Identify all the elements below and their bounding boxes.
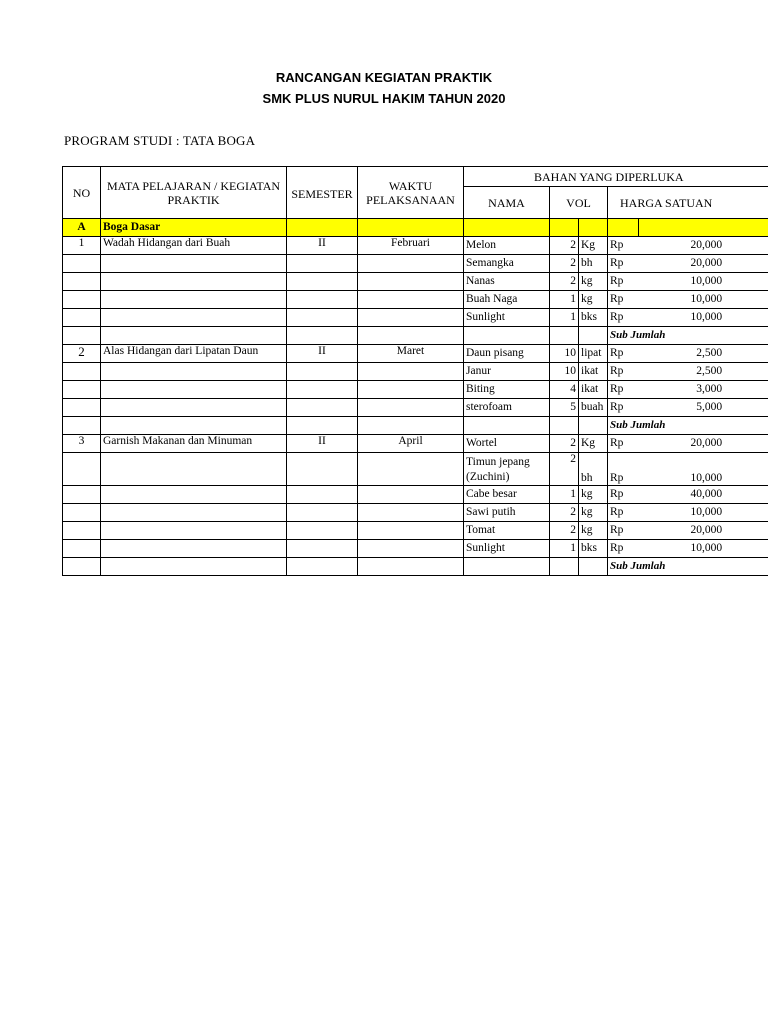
empty-cell <box>101 327 287 345</box>
empty-cell <box>101 558 287 576</box>
empty-cell <box>464 327 550 345</box>
item-row <box>63 435 768 453</box>
activity-semester <box>287 486 358 504</box>
item-unit: bks <box>579 540 608 558</box>
item-name: sterofoam <box>464 399 550 417</box>
item-name: Sunlight <box>464 309 550 327</box>
item-currency: Rp <box>608 255 639 273</box>
activity-no <box>63 504 101 522</box>
item-row <box>63 273 768 291</box>
item-qty: 2 <box>550 273 579 291</box>
item-row <box>63 453 768 486</box>
activity-name <box>101 486 287 504</box>
item-currency: Rp <box>608 399 639 417</box>
item-currency: Rp <box>608 486 639 504</box>
subtotal-label: Sub Jumlah <box>608 558 768 576</box>
empty-cell <box>464 558 550 576</box>
item-qty: 2 <box>550 255 579 273</box>
item-currency: Rp <box>608 522 639 540</box>
item-currency: Rp <box>608 273 639 291</box>
activity-month <box>358 399 464 417</box>
activity-month <box>358 540 464 558</box>
item-unit: ikat <box>579 381 608 399</box>
empty-cell <box>358 558 464 576</box>
item-row <box>63 363 768 381</box>
item-price: 2,500 <box>639 345 768 363</box>
item-unit: kg <box>579 273 608 291</box>
activity-semester <box>287 399 358 417</box>
empty-cell <box>101 417 287 435</box>
header-no: NO <box>63 167 101 219</box>
section-cell <box>639 219 768 237</box>
item-unit: bh <box>579 255 608 273</box>
item-name: Nanas <box>464 273 550 291</box>
item-currency: Rp <box>608 309 639 327</box>
activity-semester <box>287 453 358 486</box>
section-cell <box>608 219 639 237</box>
item-price: 5,000 <box>639 399 768 417</box>
empty-cell <box>287 417 358 435</box>
activity-no <box>63 522 101 540</box>
item-row <box>63 255 768 273</box>
item-name: Timun jepang (Zuchini) <box>464 453 550 486</box>
activity-semester <box>287 363 358 381</box>
table-body <box>63 219 768 576</box>
item-row <box>63 237 768 255</box>
item-qty: 2 <box>550 435 579 453</box>
activity-no <box>63 399 101 417</box>
activity-month: April <box>358 435 464 453</box>
activity-semester <box>287 273 358 291</box>
item-unit: kg <box>579 522 608 540</box>
activity-month <box>358 504 464 522</box>
subtotal-label: Sub Jumlah <box>608 327 768 345</box>
empty-cell <box>63 558 101 576</box>
activity-name <box>101 504 287 522</box>
header-vol: VOL <box>550 187 608 219</box>
activity-no <box>63 309 101 327</box>
activity-no <box>63 363 101 381</box>
item-price: 10,000 <box>639 309 768 327</box>
item-price: 2,500 <box>639 363 768 381</box>
item-row <box>63 399 768 417</box>
activity-semester <box>287 309 358 327</box>
item-qty: 1 <box>550 540 579 558</box>
item-row <box>63 291 768 309</box>
activity-month: Februari <box>358 237 464 255</box>
item-qty: 2 <box>550 504 579 522</box>
item-name: Daun pisang <box>464 345 550 363</box>
activity-no <box>63 540 101 558</box>
activity-no <box>63 486 101 504</box>
item-currency: Rp <box>608 237 639 255</box>
subtotal-row <box>63 417 768 435</box>
practice-table-viewport <box>62 166 768 582</box>
activity-name: Wadah Hidangan dari Buah <box>101 237 287 255</box>
item-price: 20,000 <box>639 237 768 255</box>
practice-table <box>62 166 768 576</box>
item-unit: Kg <box>579 237 608 255</box>
activity-no <box>63 453 101 486</box>
section-cell <box>464 219 550 237</box>
activity-semester <box>287 540 358 558</box>
activity-name <box>101 453 287 486</box>
header-row-1 <box>63 167 768 187</box>
header-mata-pelajaran: MATA PELAJARAN / KEGIATAN PRAKTIK <box>101 167 287 219</box>
header-semester: SEMESTER <box>287 167 358 219</box>
activity-name <box>101 540 287 558</box>
subtotal-label: Sub Jumlah <box>608 417 768 435</box>
item-qty: 5 <box>550 399 579 417</box>
item-price: 20,000 <box>639 255 768 273</box>
item-name: Sawi putih <box>464 504 550 522</box>
empty-cell <box>550 417 579 435</box>
item-unit: bh <box>579 453 608 486</box>
item-qty: 2 <box>550 237 579 255</box>
header-bahan: BAHAN YANG DIPERLUKA <box>464 167 768 187</box>
item-unit: Kg <box>579 435 608 453</box>
item-currency: Rp <box>608 540 639 558</box>
item-price: 10,000 <box>639 540 768 558</box>
activity-semester: II <box>287 345 358 363</box>
item-name: Janur <box>464 363 550 381</box>
item-unit: kg <box>579 291 608 309</box>
activity-no <box>63 291 101 309</box>
activity-no <box>63 255 101 273</box>
activity-name: Garnish Makanan dan Minuman <box>101 435 287 453</box>
section-code: A <box>63 219 101 237</box>
empty-cell <box>358 417 464 435</box>
item-price: 20,000 <box>639 435 768 453</box>
empty-cell <box>358 327 464 345</box>
activity-name <box>101 522 287 540</box>
activity-no: 2 <box>63 345 101 363</box>
item-name: Semangka <box>464 255 550 273</box>
activity-month <box>358 291 464 309</box>
item-currency: Rp <box>608 504 639 522</box>
empty-cell <box>579 558 608 576</box>
item-price: 10,000 <box>639 453 768 486</box>
item-row <box>63 522 768 540</box>
item-currency: Rp <box>608 381 639 399</box>
activity-semester <box>287 291 358 309</box>
item-qty: 1 <box>550 309 579 327</box>
item-qty: 10 <box>550 345 579 363</box>
section-name: Boga Dasar <box>101 219 287 237</box>
activity-month <box>358 381 464 399</box>
item-qty: 2 <box>550 453 579 486</box>
subtotal-row <box>63 558 768 576</box>
item-price: 3,000 <box>639 381 768 399</box>
item-row <box>63 345 768 363</box>
empty-cell <box>464 417 550 435</box>
header-waktu: WAKTU PELAKSANAAN <box>358 167 464 219</box>
item-unit: bks <box>579 309 608 327</box>
item-unit: ikat <box>579 363 608 381</box>
activity-semester: II <box>287 435 358 453</box>
item-name: Tomat <box>464 522 550 540</box>
item-currency: Rp <box>608 345 639 363</box>
activity-semester <box>287 381 358 399</box>
activity-month: Maret <box>358 345 464 363</box>
empty-cell <box>579 417 608 435</box>
activity-semester <box>287 522 358 540</box>
header-harga: HARGA SATUAN <box>608 187 768 219</box>
section-cell <box>579 219 608 237</box>
item-price: 10,000 <box>639 291 768 309</box>
item-price: 40,000 <box>639 486 768 504</box>
activity-month <box>358 309 464 327</box>
item-currency: Rp <box>608 291 639 309</box>
activity-name <box>101 381 287 399</box>
activity-name <box>101 363 287 381</box>
section-cell <box>358 219 464 237</box>
activity-name <box>101 399 287 417</box>
item-name: Buah Naga <box>464 291 550 309</box>
item-qty: 1 <box>550 291 579 309</box>
item-row <box>63 381 768 399</box>
empty-cell <box>63 327 101 345</box>
section-row <box>63 219 768 237</box>
empty-cell <box>550 558 579 576</box>
empty-cell <box>579 327 608 345</box>
document-title: RANCANGAN KEGIATAN PRAKTIK <box>275 70 493 85</box>
activity-month <box>358 522 464 540</box>
activity-name: Alas Hidangan dari Lipatan Daun <box>101 345 287 363</box>
empty-cell <box>63 417 101 435</box>
activity-name <box>101 309 287 327</box>
activity-month <box>358 273 464 291</box>
item-name: Sunlight <box>464 540 550 558</box>
item-currency: Rp <box>608 363 639 381</box>
activity-month <box>358 453 464 486</box>
activity-semester <box>287 504 358 522</box>
item-row <box>63 486 768 504</box>
item-unit: lipat <box>579 345 608 363</box>
activity-name <box>101 255 287 273</box>
item-qty: 10 <box>550 363 579 381</box>
header-nama: NAMA <box>464 187 550 219</box>
activity-name <box>101 291 287 309</box>
section-cell <box>287 219 358 237</box>
activity-no <box>63 273 101 291</box>
item-row <box>63 504 768 522</box>
activity-month <box>358 255 464 273</box>
item-price: 10,000 <box>639 273 768 291</box>
item-name: Wortel <box>464 435 550 453</box>
item-row <box>63 309 768 327</box>
item-price: 20,000 <box>639 522 768 540</box>
item-unit: kg <box>579 504 608 522</box>
activity-semester <box>287 255 358 273</box>
subtotal-row <box>63 327 768 345</box>
item-currency: Rp <box>608 435 639 453</box>
document-subtitle: SMK PLUS NURUL HAKIM TAHUN 2020 <box>262 91 506 106</box>
item-row <box>63 540 768 558</box>
activity-no: 3 <box>63 435 101 453</box>
activity-month <box>358 363 464 381</box>
activity-no <box>63 381 101 399</box>
item-qty: 2 <box>550 522 579 540</box>
activity-name <box>101 273 287 291</box>
item-qty: 4 <box>550 381 579 399</box>
empty-cell <box>287 327 358 345</box>
section-cell <box>550 219 579 237</box>
item-price: 10,000 <box>639 504 768 522</box>
activity-month <box>358 486 464 504</box>
activity-no: 1 <box>63 237 101 255</box>
empty-cell <box>287 558 358 576</box>
item-unit: kg <box>579 486 608 504</box>
program-label: PROGRAM STUDI : TATA BOGA <box>64 133 256 148</box>
item-name: Cabe besar <box>464 486 550 504</box>
item-unit: buah <box>579 399 608 417</box>
item-currency: Rp <box>608 453 639 486</box>
item-name: Melon <box>464 237 550 255</box>
activity-semester: II <box>287 237 358 255</box>
item-name: Biting <box>464 381 550 399</box>
empty-cell <box>550 327 579 345</box>
item-qty: 1 <box>550 486 579 504</box>
